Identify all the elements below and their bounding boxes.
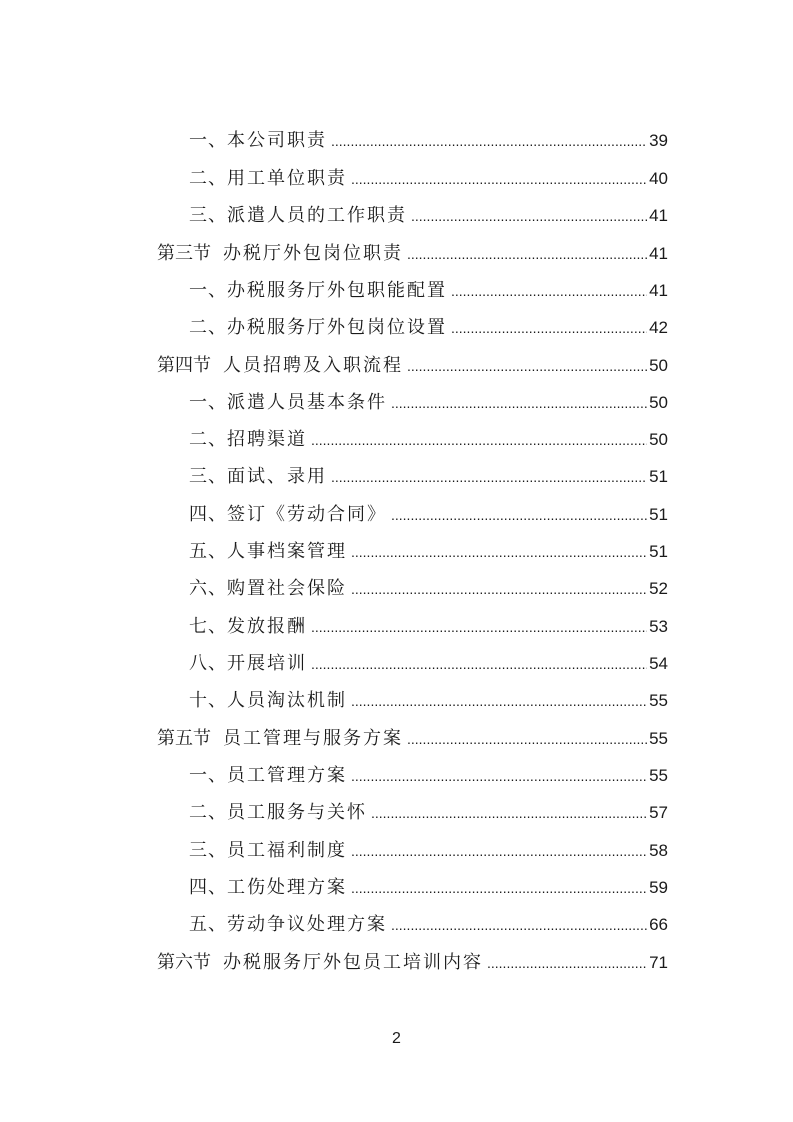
toc-prefix: 四、	[189, 504, 227, 525]
toc-title: 办税服务厅外包员工培训内容	[223, 952, 483, 973]
toc-title: 发放报酬	[227, 616, 307, 637]
toc-row[interactable]	[0, 574, 793, 604]
toc-page-number: 50	[649, 393, 668, 412]
toc-prefix: 第三节	[157, 243, 211, 264]
dot-leader	[451, 276, 647, 306]
toc-title: 人员招聘及入职流程	[223, 355, 403, 376]
dot-leader	[331, 126, 647, 156]
toc-title: 购置社会保险	[227, 578, 347, 599]
toc-page-number: 51	[649, 467, 668, 486]
toc-title: 派遣人员的工作职责	[227, 205, 407, 226]
toc-page-number: 41	[649, 281, 668, 300]
toc-prefix: 八、	[189, 653, 227, 674]
toc-page-number: 55	[649, 691, 668, 710]
dot-leader	[407, 351, 647, 381]
dot-leader	[391, 910, 647, 940]
toc-prefix: 三、	[189, 205, 227, 226]
toc-row[interactable]	[0, 686, 793, 716]
toc-page-number: 58	[649, 841, 668, 860]
toc-prefix: 第四节	[157, 355, 211, 376]
toc-row[interactable]	[0, 910, 793, 940]
toc-prefix: 一、	[189, 280, 227, 301]
toc-title: 面试、录用	[227, 466, 327, 487]
toc-page-number: 66	[649, 915, 668, 934]
dot-leader	[331, 462, 647, 492]
toc-prefix: 第五节	[157, 728, 211, 749]
toc-title: 开展培训	[227, 653, 307, 674]
toc-row[interactable]	[0, 836, 793, 866]
toc-row[interactable]	[0, 388, 793, 418]
toc-prefix: 二、	[189, 802, 227, 823]
toc-page-number: 55	[649, 729, 668, 748]
toc-row[interactable]	[0, 201, 793, 231]
toc-page-number: 55	[649, 766, 668, 785]
toc-row[interactable]	[0, 500, 793, 530]
toc-prefix: 一、	[189, 130, 227, 151]
toc-page-number: 51	[649, 505, 668, 524]
toc-prefix: 七、	[189, 616, 227, 637]
toc-title: 招聘渠道	[227, 429, 307, 450]
toc-page-number: 39	[649, 131, 668, 150]
toc-title: 办税厅外包岗位职责	[223, 243, 403, 264]
toc-prefix: 五、	[189, 914, 227, 935]
toc-row[interactable]	[0, 948, 793, 978]
toc-prefix: 二、	[189, 168, 227, 189]
toc-page-number: 51	[649, 542, 668, 561]
dot-leader	[311, 649, 647, 679]
toc-title: 员工服务与关怀	[227, 802, 367, 823]
toc-page-number: 50	[649, 430, 668, 449]
dot-leader	[351, 873, 647, 903]
toc-row[interactable]	[0, 612, 793, 642]
toc-title: 员工管理方案	[227, 765, 347, 786]
toc-title: 人员淘汰机制	[227, 690, 347, 711]
toc-page-number: 59	[649, 878, 668, 897]
toc-prefix: 一、	[189, 765, 227, 786]
toc-prefix: 五、	[189, 541, 227, 562]
toc-prefix: 二、	[189, 429, 227, 450]
toc-title: 办税服务厅外包岗位设置	[227, 317, 447, 338]
toc-prefix: 一、	[189, 392, 227, 413]
toc-page-number: 40	[649, 169, 668, 188]
dot-leader	[351, 537, 647, 567]
toc-row[interactable]	[0, 164, 793, 194]
toc-row[interactable]	[0, 873, 793, 903]
toc-row[interactable]	[0, 313, 793, 343]
toc-page-number: 54	[649, 654, 668, 673]
page-number-footer: 2	[392, 1030, 401, 1047]
dot-leader	[351, 686, 647, 716]
toc-title: 用工单位职责	[227, 168, 347, 189]
dot-leader	[311, 425, 647, 455]
toc-prefix: 三、	[189, 840, 227, 861]
toc-title: 员工管理与服务方案	[223, 728, 403, 749]
toc-title: 员工福利制度	[227, 840, 347, 861]
toc-row[interactable]	[0, 537, 793, 567]
toc-page-number: 50	[649, 356, 668, 375]
toc-row[interactable]	[0, 425, 793, 455]
dot-leader	[351, 761, 647, 791]
toc-prefix: 二、	[189, 317, 227, 338]
toc-row[interactable]	[0, 798, 793, 828]
toc-title: 派遣人员基本条件	[227, 392, 387, 413]
dot-leader	[451, 313, 647, 343]
toc-page-number: 53	[649, 617, 668, 636]
toc-row[interactable]	[0, 462, 793, 492]
toc-page-number: 57	[649, 803, 668, 822]
toc-title: 劳动争议处理方案	[227, 914, 387, 935]
dot-leader	[351, 574, 647, 604]
toc-row[interactable]	[0, 761, 793, 791]
toc-title: 办税服务厅外包职能配置	[227, 280, 447, 301]
toc-row[interactable]	[0, 351, 793, 381]
dot-leader	[351, 836, 647, 866]
toc-prefix: 四、	[189, 877, 227, 898]
toc-row[interactable]	[0, 649, 793, 679]
dot-leader	[391, 388, 647, 418]
toc-title: 签订《劳动合同》	[227, 504, 387, 525]
toc-title: 人事档案管理	[227, 541, 347, 562]
toc-prefix: 六、	[189, 578, 227, 599]
toc-prefix: 第六节	[157, 952, 211, 973]
toc-row[interactable]	[0, 276, 793, 306]
dot-leader	[411, 201, 647, 231]
toc-title: 工伤处理方案	[227, 877, 347, 898]
toc-prefix: 十、	[189, 690, 227, 711]
dot-leader	[371, 798, 647, 828]
toc-page-number: 42	[649, 318, 668, 337]
toc-row[interactable]	[0, 126, 793, 156]
toc-page-number: 52	[649, 579, 668, 598]
dot-leader	[351, 164, 647, 194]
toc-page-number: 71	[649, 953, 668, 972]
dot-leader	[407, 239, 647, 269]
dot-leader	[407, 724, 647, 754]
dot-leader	[311, 612, 647, 642]
toc-prefix: 三、	[189, 466, 227, 487]
toc-page-number: 41	[649, 244, 668, 263]
toc-page-number: 41	[649, 206, 668, 225]
toc-row[interactable]	[0, 239, 793, 269]
dot-leader	[391, 500, 647, 530]
toc-title: 本公司职责	[227, 130, 327, 151]
dot-leader	[487, 948, 647, 978]
toc-row[interactable]	[0, 724, 793, 754]
